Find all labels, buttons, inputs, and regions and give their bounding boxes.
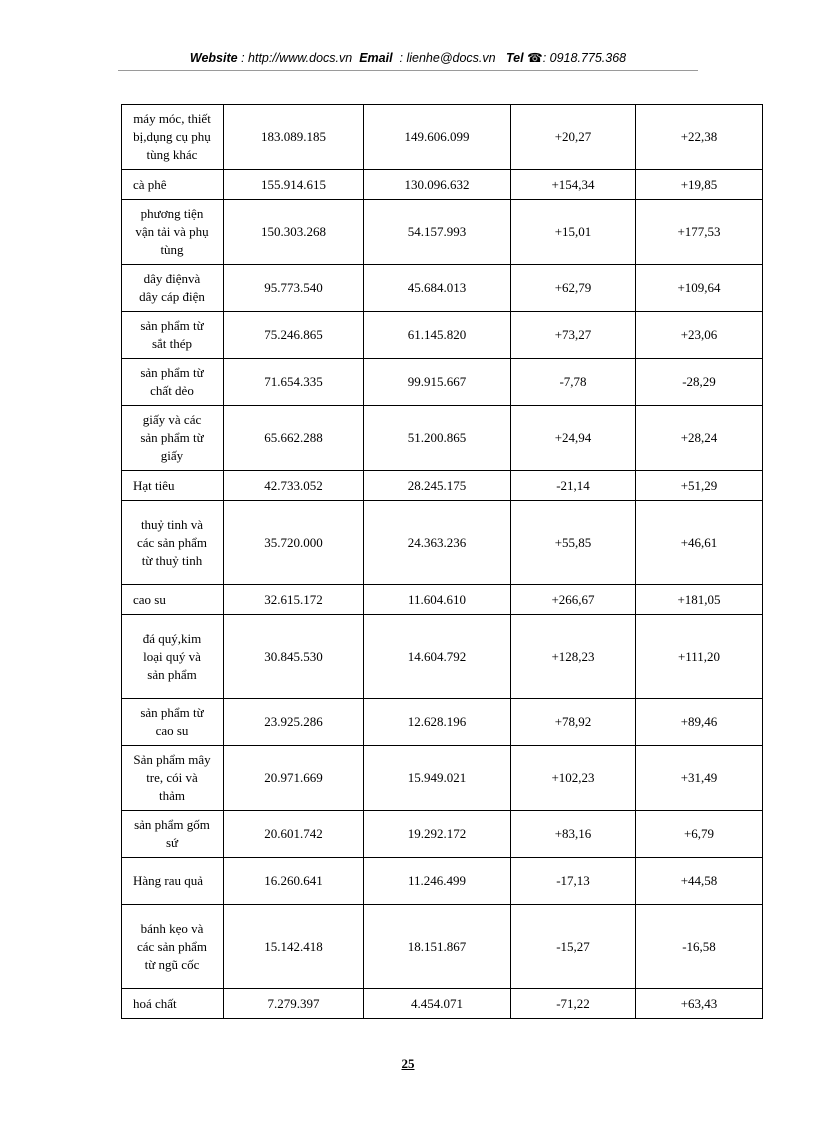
- website-label: Website: [189, 51, 238, 65]
- table-row: [122, 359, 763, 406]
- table-row: [122, 699, 763, 746]
- value-col-1-cell: 7.279.397: [224, 989, 364, 1019]
- change-col-1-cell: +15,01: [511, 200, 636, 265]
- change-col-2-cell: +63,43: [636, 989, 763, 1019]
- table-row: [122, 585, 763, 615]
- table-row: [122, 471, 763, 501]
- change-col-1-cell: +102,23: [511, 746, 636, 811]
- value-col-2-cell: 24.363.236: [364, 501, 511, 585]
- value-col-2-cell: 149.606.099: [364, 105, 511, 170]
- page-header: [0, 50, 816, 65]
- product-name-cell: [122, 905, 224, 989]
- change-col-2-cell: +46,61: [636, 501, 763, 585]
- product-name: sản phẩm từ chất dẻo: [140, 365, 204, 398]
- change-col-2-cell: +89,46: [636, 699, 763, 746]
- change-col-1-cell: +73,27: [511, 312, 636, 359]
- change-col-1-cell: -21,14: [511, 471, 636, 501]
- value-col-2-cell: 19.292.172: [364, 811, 511, 858]
- table-row: [122, 501, 763, 585]
- page-number: 25: [401, 1056, 415, 1071]
- header-divider: [118, 70, 698, 71]
- value-col-1-cell: 32.615.172: [224, 585, 364, 615]
- change-col-2-cell: -28,29: [636, 359, 763, 406]
- change-col-2-cell: +44,58: [636, 858, 763, 905]
- change-col-2-cell: +6,79: [636, 811, 763, 858]
- product-name: dây điệnvà dây cáp điện: [139, 271, 205, 304]
- table-row: [122, 905, 763, 989]
- value-col-1-cell: 42.733.052: [224, 471, 364, 501]
- product-name: cà phê: [133, 176, 167, 192]
- value-col-2-cell: 15.949.021: [364, 746, 511, 811]
- change-col-2-cell: -16,58: [636, 905, 763, 989]
- change-col-2-cell: +19,85: [636, 170, 763, 200]
- table-row: [122, 746, 763, 811]
- value-col-1-cell: 95.773.540: [224, 265, 364, 312]
- product-name-cell: [122, 170, 224, 200]
- value-col-2-cell: 11.246.499: [364, 858, 511, 905]
- table-row: [122, 105, 763, 170]
- change-col-2-cell: +109,64: [636, 265, 763, 312]
- product-name-cell: [122, 359, 224, 406]
- change-col-1-cell: +83,16: [511, 811, 636, 858]
- table-row: [122, 200, 763, 265]
- value-col-1-cell: 71.654.335: [224, 359, 364, 406]
- change-col-1-cell: +55,85: [511, 501, 636, 585]
- tel-label: Tel: [506, 51, 524, 65]
- product-name: thuỷ tinh và các sản phẩm từ thuỷ tinh: [136, 516, 208, 568]
- value-col-1-cell: 150.303.268: [224, 200, 364, 265]
- product-name: bánh kẹo và các sản phẩm từ ngũ cốc: [136, 920, 208, 972]
- product-name-cell: [122, 811, 224, 858]
- change-col-2-cell: +28,24: [636, 406, 763, 471]
- product-name: Hạt tiêu: [133, 477, 175, 493]
- product-name: Hàng rau quả: [133, 873, 204, 888]
- value-col-1-cell: 30.845.530: [224, 615, 364, 699]
- change-col-1-cell: +62,79: [511, 265, 636, 312]
- change-col-1-cell: +78,92: [511, 699, 636, 746]
- table-row: [122, 989, 763, 1019]
- value-col-1-cell: 15.142.418: [224, 905, 364, 989]
- value-col-2-cell: 99.915.667: [364, 359, 511, 406]
- product-name: phương tiện vận tải và phụ tùng: [135, 206, 209, 257]
- email-label: Email: [359, 51, 393, 65]
- website-url[interactable]: : http://www.docs.vn: [241, 51, 353, 65]
- table-row: [122, 406, 763, 471]
- change-col-1-cell: -15,27: [511, 905, 636, 989]
- product-name: sản phẩm từ sắt thép: [140, 318, 204, 351]
- value-col-2-cell: 45.684.013: [364, 265, 511, 312]
- change-col-2-cell: +177,53: [636, 200, 763, 265]
- table-body: [122, 105, 763, 1019]
- product-name: đá quý,kim loại quý và sản phẩm: [142, 630, 202, 682]
- value-col-2-cell: 61.145.820: [364, 312, 511, 359]
- change-col-1-cell: +128,23: [511, 615, 636, 699]
- value-col-2-cell: 28.245.175: [364, 471, 511, 501]
- change-col-2-cell: +23,06: [636, 312, 763, 359]
- change-col-1-cell: +24,94: [511, 406, 636, 471]
- tel-number: : 0918.775.368: [542, 51, 627, 65]
- value-col-2-cell: 18.151.867: [364, 905, 511, 989]
- change-col-1-cell: +154,34: [511, 170, 636, 200]
- value-col-1-cell: 23.925.286: [224, 699, 364, 746]
- product-name: máy móc, thiết bị,dụng cụ phụ tùng khác: [133, 111, 211, 162]
- value-col-2-cell: 12.628.196: [364, 699, 511, 746]
- table-row: [122, 170, 763, 200]
- product-name-cell: [122, 501, 224, 585]
- product-name: sản phẩm từ cao su: [140, 705, 204, 738]
- export-table: [121, 104, 763, 1019]
- value-col-1-cell: 20.601.742: [224, 811, 364, 858]
- product-name-cell: [122, 471, 224, 501]
- email-address[interactable]: : lienhe@docs.vn: [399, 51, 496, 65]
- change-col-2-cell: +111,20: [636, 615, 763, 699]
- value-col-1-cell: 155.914.615: [224, 170, 364, 200]
- value-col-1-cell: 75.246.865: [224, 312, 364, 359]
- product-name: hoá chất: [133, 995, 177, 1011]
- product-name-cell: [122, 699, 224, 746]
- product-name: sản phẩm gốm sứ: [134, 817, 210, 850]
- product-name: Sản phẩm mây tre, cói và thảm: [133, 752, 211, 803]
- value-col-1-cell: 183.089.185: [224, 105, 364, 170]
- phone-icon: ☎: [527, 51, 543, 65]
- product-name: cao su: [133, 591, 166, 607]
- change-col-1-cell: +20,27: [511, 105, 636, 170]
- value-col-1-cell: 65.662.288: [224, 406, 364, 471]
- product-name-cell: [122, 406, 224, 471]
- value-col-1-cell: 20.971.669: [224, 746, 364, 811]
- value-col-2-cell: 130.096.632: [364, 170, 511, 200]
- change-col-2-cell: +181,05: [636, 585, 763, 615]
- change-col-1-cell: +266,67: [511, 585, 636, 615]
- change-col-1-cell: -71,22: [511, 989, 636, 1019]
- product-name-cell: [122, 746, 224, 811]
- change-col-2-cell: +22,38: [636, 105, 763, 170]
- product-name-cell: [122, 989, 224, 1019]
- value-col-1-cell: 35.720.000: [224, 501, 364, 585]
- value-col-2-cell: 4.454.071: [364, 989, 511, 1019]
- value-col-2-cell: 11.604.610: [364, 585, 511, 615]
- product-name: giấy và các sản phẩm từ giấy: [140, 412, 204, 463]
- table-row: [122, 312, 763, 359]
- product-name-cell: [122, 858, 224, 905]
- table-row: [122, 265, 763, 312]
- product-name-cell: [122, 200, 224, 265]
- value-col-1-cell: 16.260.641: [224, 858, 364, 905]
- change-col-2-cell: +51,29: [636, 471, 763, 501]
- product-name-cell: [122, 105, 224, 170]
- value-col-2-cell: 14.604.792: [364, 615, 511, 699]
- value-col-2-cell: 51.200.865: [364, 406, 511, 471]
- product-name-cell: [122, 312, 224, 359]
- product-name-cell: [122, 615, 224, 699]
- change-col-1-cell: -17,13: [511, 858, 636, 905]
- product-name-cell: [122, 265, 224, 312]
- value-col-2-cell: 54.157.993: [364, 200, 511, 265]
- product-name-cell: [122, 585, 224, 615]
- table-row: [122, 615, 763, 699]
- change-col-1-cell: -7,78: [511, 359, 636, 406]
- change-col-2-cell: +31,49: [636, 746, 763, 811]
- table-row: [122, 811, 763, 858]
- table-row: [122, 858, 763, 905]
